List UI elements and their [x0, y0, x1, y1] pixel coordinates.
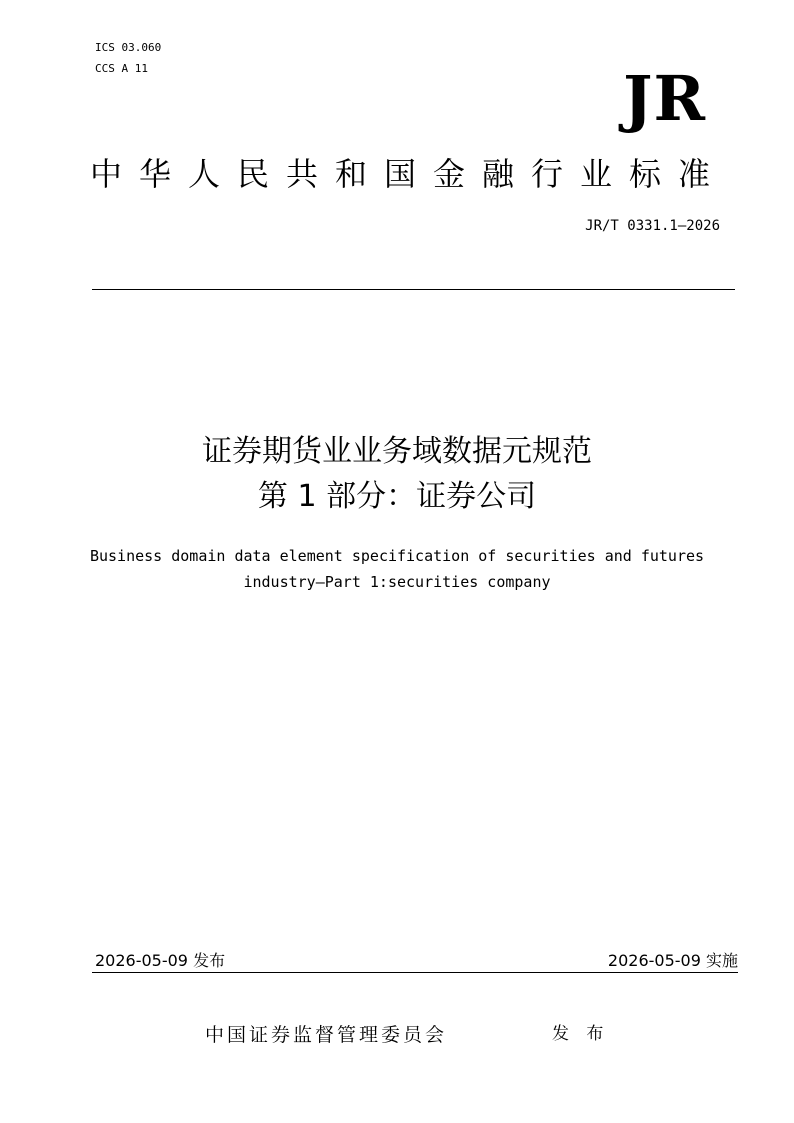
implementation-date: 2026-05-09 实施 [607, 951, 738, 970]
issuer-name: 中国证券监督管理委员会 [205, 1024, 448, 1046]
date-divider [92, 972, 738, 973]
standard-category-heading: 中华人民共和国金融行业标准 [90, 155, 728, 193]
header-divider [92, 289, 735, 290]
document-title-zh-line2: 第 1 部分：证券公司 [257, 479, 537, 514]
standard-number: JR/T 0331.1—2026 [585, 218, 720, 234]
ics-code: ICS 03.060 [95, 41, 162, 54]
ccs-code: CCS A 11 [95, 62, 148, 75]
document-title-en-line1: Business domain data element specification of securities and futures [89, 547, 705, 565]
document-title-zh-line1: 证券期货业业务域数据元规范 [202, 434, 592, 469]
issuer-action: 发 布 [552, 1024, 610, 1044]
document-title-en-line2: industry—Part 1:securities company [243, 573, 551, 591]
jr-logo: JR [623, 62, 706, 135]
issue-date: 2026-05-09 发布 [95, 951, 226, 970]
